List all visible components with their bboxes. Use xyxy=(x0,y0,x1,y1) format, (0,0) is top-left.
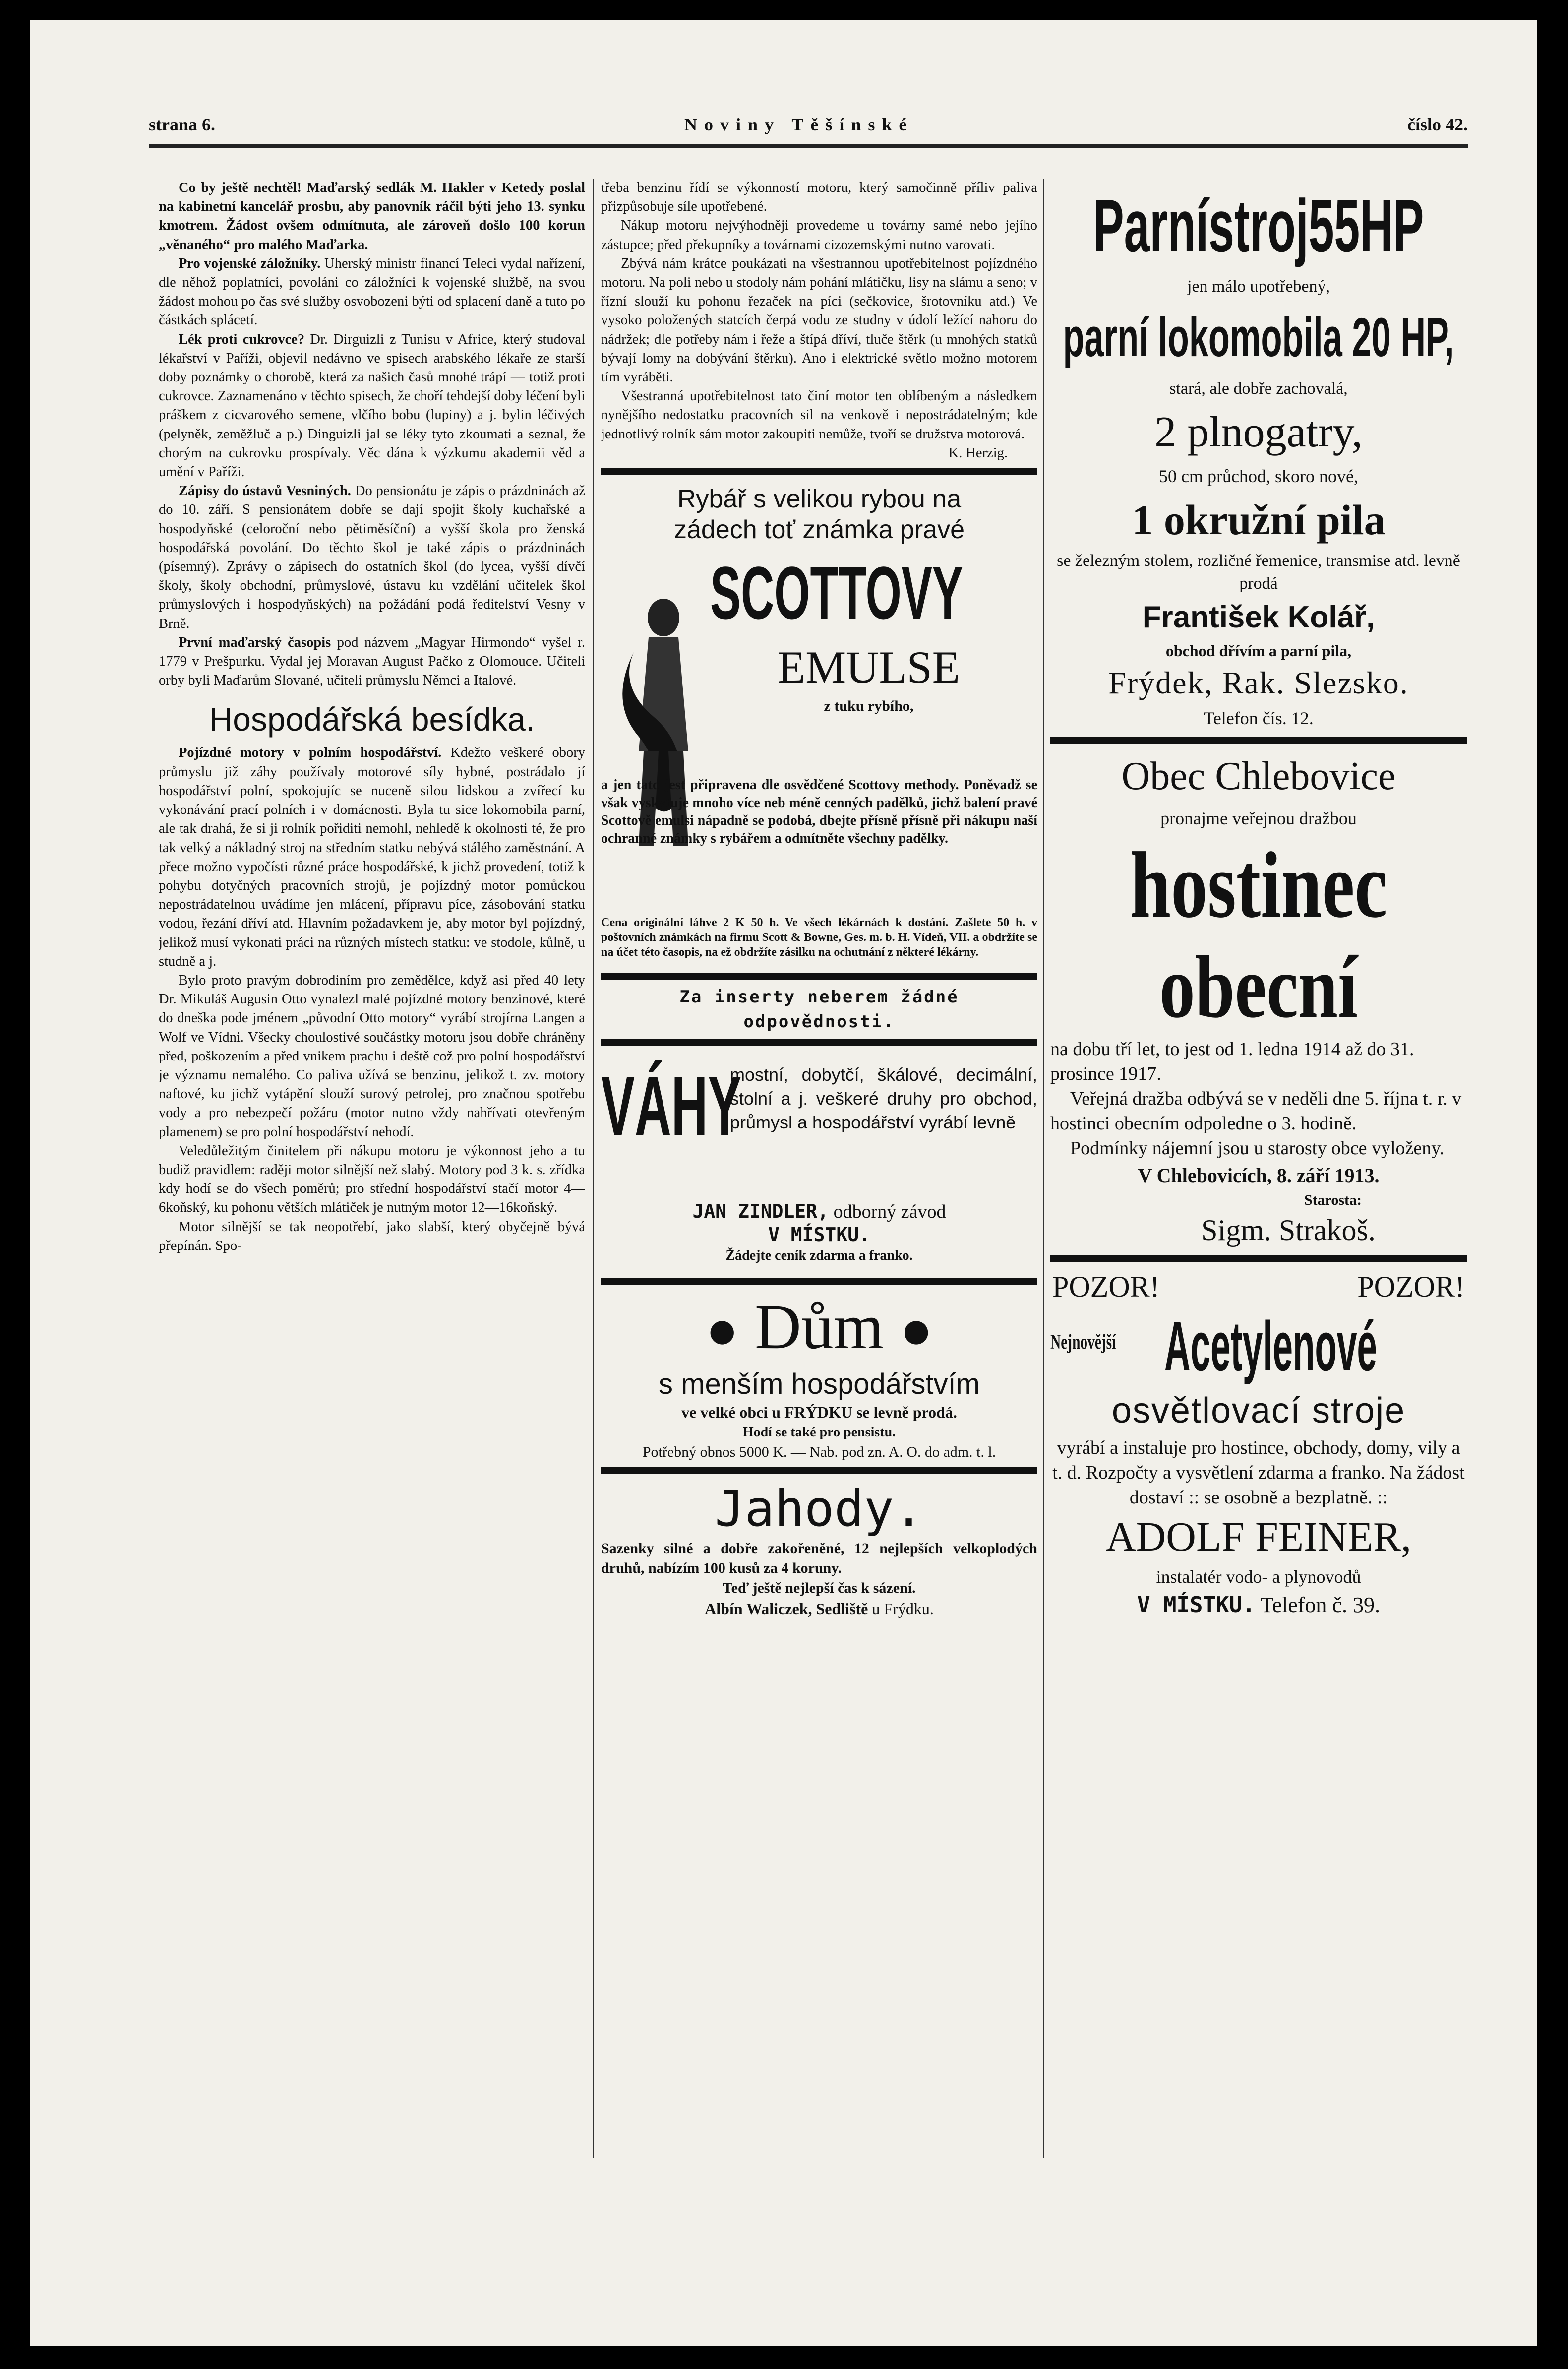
acetylene-ad xyxy=(1050,1267,1467,1621)
jahody-seller-line: Albín Waliczek, Sedliště u Frýdku. xyxy=(705,1600,934,1618)
ad-text: Sigm. Strakoš. xyxy=(1201,1214,1376,1247)
article: Bylo proto pravým dobrodiním pro zemědělce, když asi před 40 lety Dr. Mikuláš Augusin Otto vynalezl malé pojízdné motory benzinové, které do dneška pode jménem „původní Otto motory“ vyrábí strojírna Langen a Wolf ve Vídni. Všecky choulostivé součástky motoru jsou dobře chráněny před, poškozením a před vnikem prachu i deště což pro polní hospodářství je významu nemalého. Co paliva užívá se benzinu, jelikož t. zv. motory naftové, ku jichž vytápění slouží surový petrolej, pro značnou spotřebu vody a pro nebezpečí požáru (motor nutno vždy nahřívati otevřeným plamenem) se pro polní hospodářství nehodí. xyxy=(159,972,585,1140)
ad-text: V Chlebovicích, 8. září 1913. xyxy=(1138,1164,1380,1186)
ad-text: V MÍSTKU. xyxy=(768,1224,870,1246)
article: Pojízdné motory v polním hospodářství. Kdežto veškeré obory průmyslu již záhy používaly motorové síly hybné, postrádalo jí hospodářství polní, spokojujíc se nuceně silou lidskou a zvířecí ku vykonávání prací polních i v domácnosti. Byla tu sice lokomobila parní, ale tak drahá, že si ji rolník pořiditi nemohl, nehledě k okolnosti té, že pro tak velký a nákladný stroj na středním statku nebývá stálého zaměstnání. A přece možno vypočísti různé práce hospodářské, k jichž provedení, totiž k pohybu dotyčných pracovních strojů, je pojízdný motor pomůckou nepostrádatelnou uvádíme jen mlácení, přípravu píce, zásobování statku vodou, řezání dříví atd. Hlavním požadavkem je, aby motor byl pojízdný, jelikož musí vykonati práci na různých místech statku: ve stodole, kůlně, u studně a j. xyxy=(159,745,585,969)
ad-text: pronajme veřejnou dražbou xyxy=(1160,809,1357,828)
ad-headline: hostinec xyxy=(1130,833,1387,937)
ad-headline: 2 plnogatry, xyxy=(1154,408,1363,456)
article: Nákup motoru nejvýhodněji provedeme u továrny samé nebo jejího zástupce; před překupníky a továrnami cizozemskými nutno varovati. xyxy=(601,218,1037,252)
ad-text: jen málo upotřebený, xyxy=(1187,277,1330,296)
ad-headline: 1 okružní pila xyxy=(1132,496,1386,544)
vahy-title: VÁHY xyxy=(601,1059,742,1154)
article: Všestranná upotřebitelnost tato činí motor ten oblíbeným a následkem nynějšího nedostatku pracovních sil na venkově i nepostrádatelným; kde jednotlivý rolník sám motor zakoupiti nemůže, tvoří se družstva motorová. xyxy=(601,388,1037,442)
divider xyxy=(601,973,1037,980)
article: třeba benzinu řídí se výkonností motoru, který samočinně příliv paliva přizpůsobuje síle upotřebené. xyxy=(601,180,1037,215)
column-news xyxy=(159,179,585,2168)
ad-text: na dobu tří let, to jest od 1. ledna 1914 až do 31. prosince 1917. xyxy=(1050,1039,1414,1084)
ad-text: stará, ale dobře zachovalá, xyxy=(1169,379,1348,398)
ad-text: z tuku rybího, xyxy=(824,698,914,715)
ad-headline: parní lokomobila 20 HP, xyxy=(1063,307,1454,368)
header-rule xyxy=(149,144,1468,148)
disclaimer: Za inserty neberem žádné odpovědnosti. xyxy=(679,987,959,1032)
divider xyxy=(1050,737,1467,744)
ad-text: vyrábí a instaluje pro hostince, obchody, domy, vily a t. d. Rozpočty a vysvětlení zdarma a franko. Na žádost dostaví :: se osobně a bezplatně. :: xyxy=(1052,1437,1465,1508)
vahy-ad xyxy=(601,1051,1037,1200)
ad-headline: osvětlovací stroje xyxy=(1111,1391,1406,1431)
ad-text: Veřejná dražba odbývá se v neděli dne 5. října t. r. v hostinci obecním odpoledne o 3. hodině. xyxy=(1050,1088,1462,1134)
column-divider xyxy=(1043,179,1044,2158)
jahody-ad xyxy=(601,1479,1037,1619)
ad-text: s menším hospodářstvím xyxy=(659,1368,980,1401)
article: Motor silnější se tak neopotřebí, jako slabší, který obyčejně bývá přepínán. Spo- xyxy=(159,1219,585,1253)
ad-text: Telefon čís. 12. xyxy=(1204,708,1314,728)
dum-title-line: ● Dům ● xyxy=(706,1291,933,1363)
page-number: strana 6. xyxy=(149,115,215,134)
ad-headline: obecní xyxy=(1159,937,1358,1036)
parni-stroj-ad xyxy=(1050,179,1467,732)
divider xyxy=(601,1467,1037,1474)
ad-headline: Obec Chlebovice xyxy=(1121,754,1396,798)
column-middle xyxy=(601,179,1037,2168)
ad-text: Hodí se také pro pensistu. xyxy=(742,1425,896,1440)
ad-text: a jen tato jest připravena dle osvědčené Scottovy methody. Poněvadž se však vyskytuje mnoho více neb méně cenných padělků, jichž balení pravé Scottově emulsi nápadně se podobá, dbejte přísně přísně při nákupu naší ochranné známky s rybářem a odmítněte všechny padělky. xyxy=(601,777,1037,847)
seller-name: František Kolář, xyxy=(1142,600,1375,634)
seller-name: ADOLF FEINER, xyxy=(1105,1514,1411,1560)
ad-text: instalatér vodo- a plynovodů xyxy=(1156,1567,1361,1587)
divider xyxy=(601,1278,1037,1285)
article: Veledůležitým činitelem při nákupu motoru je výkonnost jeho a tu budiž pravidlem: raději motor silnější než slabý. Motory pod 3 k. s. zřídka kdy hodí se do všech poměrů; pro střední hospodářství stačí motor 4—6koňský, ku pohonu větších mlátiček je nutným motor 12—16koňský. xyxy=(159,1143,585,1216)
ad-text: obchod dřívím a parní pila, xyxy=(1165,642,1352,660)
column-ads xyxy=(1050,179,1467,2168)
divider xyxy=(1050,1255,1467,1262)
article: Lék proti cukrovce? Dr. Dirguizli z Tunisu v Africe, který studoval lékařství v Paříži, objevil nedávno ve spisech arabského lékaře ze starší doby poznámky o chorobě, která za našich časů mnohé trápí — totiž proti cukrovce. Zaznamenáno v těchto spisech, že choří tehdejší doby léčení byli práškem z cicvarového semene, vlčího bobu (lupiny) a j. bylin léčivých (pelyněk, zeměžluč a p.) Dinguizli jal se léky tyto zkoumati a seznal, že chorým na cukrovku prospívaly. Věc dána k výzkumu akademii věd a umění v Paříži. xyxy=(159,331,585,480)
ad-text: se železným stolem, rozličné řemenice, transmise atd. levně prodá xyxy=(1057,552,1460,593)
scott-brand: SCOTTOVY xyxy=(710,551,963,635)
pozor-line: POZOR! POZOR! xyxy=(1052,1270,1465,1303)
acetylene-city-line: V MÍSTKU. Telefon č. 39. xyxy=(1137,1592,1380,1618)
author-signature: K. Herzig. xyxy=(948,445,1008,461)
divider xyxy=(601,1039,1037,1046)
article: První maďarský časopis pod názvem „Magyar Hirmondo“ vyšel r. 1779 v Prešpurku. Vydal jej Moravan August Pačko z Olomouce. Učiteli orby byli Maďarům Slované, učiteli průmyslu Němci a Italové. xyxy=(159,634,585,688)
section-heading: Hospodářská besídka. xyxy=(209,701,535,738)
page-header xyxy=(149,114,1468,144)
acetylene-headline: Nejnovější Acetylenové xyxy=(1050,1307,1377,1385)
ad-text: Frýdek, Rak. Slezsko. xyxy=(1108,665,1409,700)
column-divider xyxy=(593,179,594,2158)
ad-text: mostní, dobytčí, škálové, decimální, stolní a j. veškeré druhy pro obchod, průmysl a hospodářství vyrábí levně xyxy=(730,1064,1037,1133)
ad-text: Starosta: xyxy=(1304,1192,1362,1208)
ad-price-text: Cena originální láhve 2 K 50 h. Ve všech lékárnách k dostání. Zašlete 50 h. v poštovních známkách na firmu Scott & Bowne, Ges. m. b. H. Vídeň, VII. a obdržíte se na účet této časopis, na ež obdržíte zásilku na ochutnání z některé lékárny. xyxy=(601,916,1037,959)
ad-text: 50 cm průchod, skoro nové, xyxy=(1159,466,1358,486)
obec-chlebovice-ad xyxy=(1050,749,1467,1250)
scott-product: EMULSE xyxy=(778,642,960,693)
scott-emulsion-ad xyxy=(601,484,1037,915)
newspaper-title: Noviny Těšínské xyxy=(684,115,914,134)
ad-text: Potřebný obnos 5000 K. — Nab. pod zn. A. O. do adm. t. l. xyxy=(642,1444,996,1461)
dum-ad xyxy=(601,1290,1037,1462)
ad-text: Rybář s velikou rybou na xyxy=(677,485,962,514)
article: Zápisy do ústavů Vesniných. Do pensionátu je zápis o prázdninách až do 10. září. S pensionátem dobře se dají spojit školy kuchařské a hospodyňské (celoroční nebo pětiměsíční) a vyšší škola pro ženská hospodářská povolání. Do těchto škol je také zápis o prázdninách (písemný). Zprávy o zápisech do ostatních škol (do lycea, vyšší dívčí školy, školy obchodní, průmyslové, ústavu ku vzdělání učitelek škol průmyslových i hospodyňských) na požádání podá ředitelství Vesny v Brně. xyxy=(159,483,585,631)
ad-text: Teď ještě nejlepší čas k sázení. xyxy=(723,1580,916,1597)
divider xyxy=(601,468,1037,475)
jahody-title: Jahody. xyxy=(715,1480,924,1538)
article: Zbývá nám krátce poukázati na všestrannou upotřebitelnost pojízdného motoru. Na poli nebo u stodoly nám pohání mlátičku, lisy na slámu a seno; v řízní slouží ku pohonu řezaček na píci (sečkovice, šrotovníku atd.) Ve vysoko položených statcích čerpá vodu ze studny v údolí ležící nahoru do nádržek; dle potřeby nám i řeže a štípá dříví, tluče štěrk (u mnohých statků bývají lomy na dobývání štěrku). Ano i elektrické světlo možno motorem tím vyráběti. xyxy=(601,255,1037,385)
article: Pro vojenské záložníky. Uherský ministr financí Teleci vydal nařízení, dle něhož poplatníci, povoláni co záložníci k vojenské službě, na svou žádost mohou po čas své služby osvobozeni býti od splacení daně a tuto po částkách splácetí. xyxy=(159,255,585,328)
vahy-maker-line: JAN ZINDLER, odborný závod xyxy=(692,1200,946,1223)
article: Co by ještě nechtěl! Maďarský sedlák M. Hakler v Ketedy poslal na kabinetní kancelář prosbu, aby panovník ráčil býti jeho 13. synku kmotrem. Žádost ovšem odmítnuta, ale zároveň došlo 100 korun „věnaného“ pro malého Maďarka. xyxy=(159,180,585,252)
ad-text: Žádejte ceník zdarma a franko. xyxy=(725,1248,913,1264)
issue-number: číslo 42. xyxy=(1407,115,1468,134)
ad-text: ve velké obci u FRÝDKU se levně prodá. xyxy=(681,1403,957,1422)
ad-text: zádech toť známka pravé xyxy=(673,515,965,545)
bullet-icon: ● xyxy=(900,1300,933,1361)
ad-text: Podmínky nájemní jsou u starosty obce vyloženy. xyxy=(1070,1138,1445,1159)
ad-headline: Parnístroj55HP xyxy=(1093,184,1424,267)
ad-text: Sazenky silné a dobře zakořeněné, 12 nejlepších velkoplodých druhů, nabízím 100 kusů za 4 koruny. xyxy=(601,1540,1037,1577)
bullet-icon: ● xyxy=(706,1300,739,1361)
